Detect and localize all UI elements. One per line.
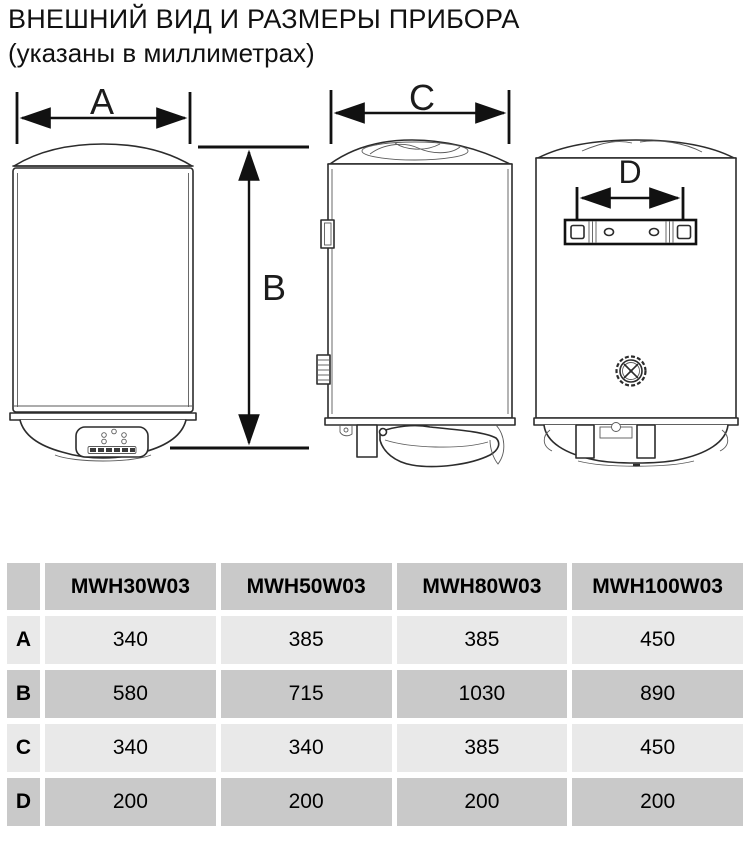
table-cell: 890 bbox=[572, 670, 743, 718]
row-label: B bbox=[7, 670, 40, 718]
table-cell: 340 bbox=[45, 616, 216, 664]
dim-label-d: D bbox=[618, 154, 642, 190]
bottom-skirt bbox=[544, 423, 728, 467]
dimension-c bbox=[331, 80, 509, 144]
table-header-row bbox=[7, 563, 743, 610]
table-cell: 200 bbox=[397, 778, 568, 826]
heater-side-body bbox=[317, 140, 515, 467]
table-cell: 1030 bbox=[397, 670, 568, 718]
bottom-fittings bbox=[340, 425, 504, 467]
side-view-drawing bbox=[300, 80, 520, 480]
column-header-mwh80w03: MWH80W03 bbox=[397, 563, 568, 610]
dim-label-a: A bbox=[89, 81, 115, 122]
valve-cap-icon bbox=[617, 357, 646, 386]
front-view-drawing bbox=[0, 80, 320, 480]
back-view-drawing bbox=[520, 80, 752, 480]
table-cell: 200 bbox=[45, 778, 216, 826]
table-cell: 385 bbox=[397, 616, 568, 664]
dim-label-c: C bbox=[409, 80, 435, 118]
table-row-c bbox=[7, 724, 743, 772]
page-subtitle: (указаны в миллиметрах) bbox=[8, 38, 315, 68]
table-row-d bbox=[7, 778, 743, 826]
dimensions-table-wrap bbox=[2, 557, 750, 832]
table-row-b bbox=[7, 670, 743, 718]
bracket-tab bbox=[321, 220, 334, 248]
table-cell: 200 bbox=[221, 778, 392, 826]
heater-front-body bbox=[10, 144, 196, 461]
table-cell: 340 bbox=[45, 724, 216, 772]
table-cell: 580 bbox=[45, 670, 216, 718]
table-cell: 450 bbox=[572, 616, 743, 664]
table-cell: 715 bbox=[221, 670, 392, 718]
control-panel bbox=[76, 427, 148, 457]
mounting-bracket bbox=[565, 220, 696, 244]
thermostat-knob bbox=[317, 355, 330, 384]
column-header-mwh30w03: MWH30W03 bbox=[45, 563, 216, 610]
table-cell: 200 bbox=[572, 778, 743, 826]
column-header-mwh50w03: MWH50W03 bbox=[221, 563, 392, 610]
table-cell: 385 bbox=[221, 616, 392, 664]
table-cell: 385 bbox=[397, 724, 568, 772]
column-header-mwh100w03: MWH100W03 bbox=[572, 563, 743, 610]
row-label: A bbox=[7, 616, 40, 664]
table-row-a bbox=[7, 616, 743, 664]
table-cell: 450 bbox=[572, 724, 743, 772]
corner-cell bbox=[7, 563, 40, 610]
page-title: ВНЕШНИЙ ВИД И РАЗМЕРЫ ПРИБОРА bbox=[8, 4, 520, 34]
heater-back-body bbox=[534, 140, 738, 466]
title-block bbox=[8, 2, 520, 70]
dimension-a bbox=[17, 81, 190, 144]
row-label: D bbox=[7, 778, 40, 826]
dim-label-b: B bbox=[261, 267, 287, 308]
row-label: C bbox=[7, 724, 40, 772]
table-cell: 340 bbox=[221, 724, 392, 772]
dimensions-table bbox=[2, 557, 748, 832]
